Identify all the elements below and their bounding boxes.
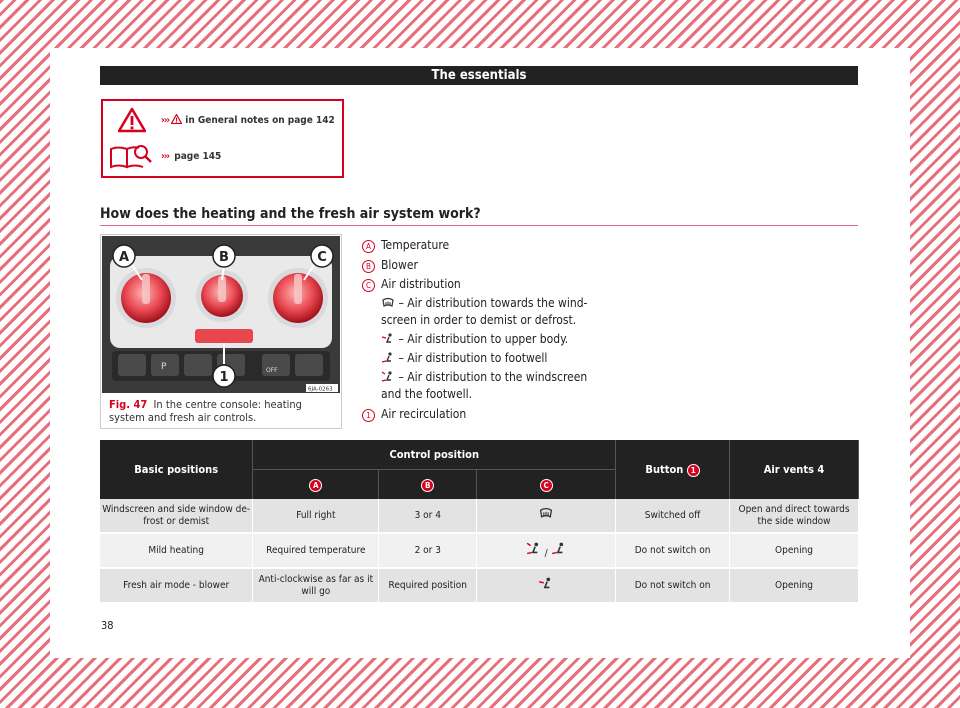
footwell-icon [551, 542, 567, 556]
section-title: How does the heating and the fresh air system work? [100, 206, 481, 222]
col-header-button: Button 1 [616, 440, 730, 499]
legend-item-air-distribution: C Air distribution [362, 275, 592, 295]
legend-sub-windscreen: – Air distribution towards the wind-screen in order to demist or defrost. [381, 295, 588, 327]
small-warning-icon [171, 114, 182, 124]
control-panel-illustration [102, 236, 340, 393]
svg-text:1: 1 [219, 370, 229, 385]
warning-icon [118, 107, 146, 133]
legend-sub-upper-body: – Air distribution to upper body. [362, 331, 592, 348]
upper-body-icon [538, 577, 554, 591]
svg-text:OFF: OFF [266, 367, 278, 374]
book-magnifier-icon [109, 143, 153, 169]
footwell-icon [381, 352, 395, 364]
svg-text:P: P [161, 362, 167, 372]
windscreen-icon [538, 507, 554, 520]
figure-caption: Fig. 47 In the centre console: heating system and fresh air controls. [109, 398, 302, 424]
table-row: Fresh air mode - blower Anti-clockwise as far as it will go Required position Do not switch on Opening [100, 568, 859, 603]
figure-label: Fig. 47 [109, 398, 148, 411]
page-header: The essentials [100, 66, 858, 85]
svg-text:B: B [219, 250, 229, 265]
upper-body-icon [381, 333, 395, 345]
legend-item-recirculation: 1 Air recirculation [362, 405, 592, 425]
legend-sub-windscreen-footwell: – Air distribution to the windscreen and the footwell. [381, 369, 588, 401]
svg-text:A: A [118, 250, 130, 265]
col-header-control-position: Control position [253, 440, 616, 470]
air-distribution-knob [268, 268, 328, 328]
legend-list [362, 236, 592, 424]
temperature-knob [116, 268, 176, 328]
table-row: Mild heating Required temperature 2 or 3 / Do not switch on Opening [100, 533, 859, 568]
warning-ref-general-notes[interactable]: ››› in General notes on page 142 [161, 115, 335, 126]
windscreen-footwell-icon [526, 542, 542, 556]
table-row: Windscreen and side window de-frost or demist Full right 3 or 4 Switched off Open and direct towards the side window [100, 499, 859, 533]
legend-sub-footwell: – Air distribution to footwell [362, 350, 592, 367]
settings-table [100, 440, 859, 604]
warning-box [101, 99, 344, 178]
heating-controls-image [102, 236, 340, 393]
col-header-air-vents: Air vents 4 [730, 440, 859, 499]
page-number: 38 [101, 619, 114, 632]
windscreen-footwell-icon [381, 371, 395, 383]
svg-text:C: C [317, 250, 327, 265]
recirculation-button [195, 329, 253, 343]
legend-item-temperature: A Temperature [362, 236, 592, 256]
legend-item-blower: B Blower [362, 256, 592, 276]
section-divider [100, 225, 858, 226]
figure-47 [100, 234, 342, 429]
col-header-c: C [477, 470, 616, 500]
col-header-basic-positions: Basic positions [100, 440, 253, 499]
svg-text:6JA-0263: 6JA-0263 [308, 386, 333, 393]
col-header-a: A [253, 470, 379, 500]
windscreen-icon [381, 297, 395, 309]
col-header-b: B [379, 470, 477, 500]
warning-ref-page[interactable]: ››› page 145 [161, 151, 222, 162]
